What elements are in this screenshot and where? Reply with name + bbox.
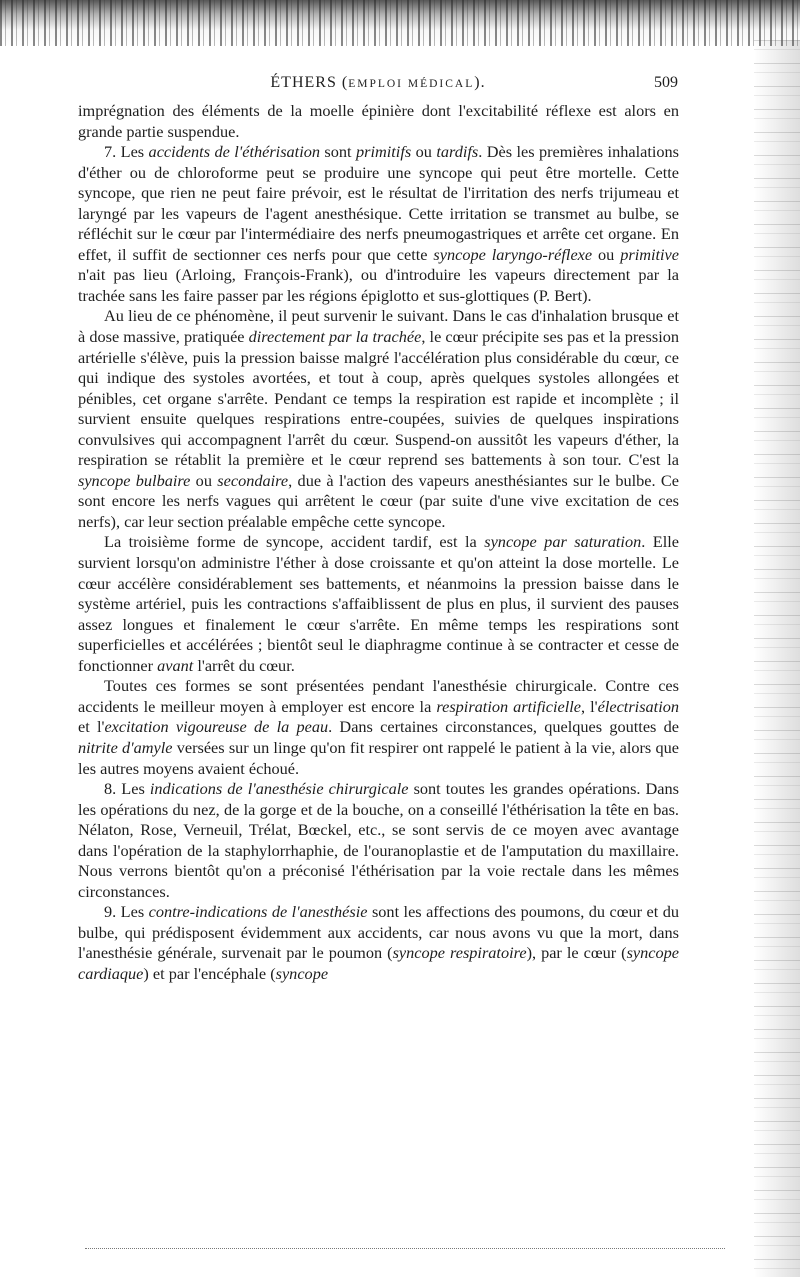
title-main: ÉTHERS ( xyxy=(270,74,349,91)
text-run: ), par le cœur ( xyxy=(526,943,627,963)
paragraph-7 xyxy=(78,142,679,306)
scan-page-edge-top xyxy=(0,0,800,46)
italic-run: syncope cardiaque xyxy=(78,943,680,983)
paragraph-syncope-saturation xyxy=(78,532,679,676)
italic-run: syncope respiratoire xyxy=(392,943,527,963)
scan-bottom-edge xyxy=(85,1248,725,1252)
text-run: 7. Les xyxy=(104,142,149,162)
text-run: n'ait pas lieu (Arloing, François-Frank), ou d'introduire les vapeurs directement par la trachée sans les faire passer par les régions épiglotto et sus-glottiques (P. Bert). xyxy=(78,265,679,305)
scan-page-edge-right xyxy=(754,40,800,1277)
paragraph-continuation xyxy=(78,101,679,142)
text-run: imprégnation des éléments de la moelle épinière dont l'excitabilité réflexe est alors en grande partie suspendue. xyxy=(78,101,679,141)
paragraph-8 xyxy=(78,779,679,902)
paragraph-remedies xyxy=(78,676,679,779)
italic-run: indications de l'anesthésie chirurgicale xyxy=(149,779,409,799)
text-run: Au lieu de ce phénomène, il peut survenir le suivant. Dans le cas d'inhalation brusque et à dose massive, pratiquée xyxy=(78,306,679,347)
text-run: ou xyxy=(190,470,218,490)
text-run: . Dans certaines circonstances, quelques gouttes de xyxy=(328,717,679,737)
text-run: La troisième forme de syncope, accident tardif, est la xyxy=(104,532,485,552)
italic-run: accidents de l'éthérisation xyxy=(148,142,321,162)
italic-run: respiration artificielle xyxy=(436,696,582,716)
paragraph-9 xyxy=(78,902,679,984)
text-run: versées sur un linge qu'on fit respirer ont rappelé le patient à la vie, alors que les autres moyens avaient échoué. xyxy=(78,737,679,778)
italic-run: excitation vigoureuse de la peau xyxy=(104,717,329,737)
italic-run: secondaire xyxy=(217,470,289,490)
text-run: sont les affections des poumons, du cœur et du bulbe, qui prédisposent évidemment aux accidents, car nous avons vu que la mort, dans l'anesthésie générale, survenait par le poumon ( xyxy=(78,902,680,963)
body-text xyxy=(78,101,679,985)
italic-run: primitifs xyxy=(356,142,412,162)
italic-run: tardifs xyxy=(436,142,479,162)
text-run: 8. Les xyxy=(104,779,150,799)
text-run: Toutes ces formes se sont présentées pendant l'anesthésie chirurgicale. Contre ces accidents le meilleur moyen à employer est encore la xyxy=(78,676,679,716)
italic-run: avant xyxy=(157,655,194,675)
text-run: sont toutes les grandes opérations. Dans les opérations du nez, de la gorge et de la bouche, on a conseillé l'éthérisation la tête en bas. Nélaton, Rose, Verneuil, Trélat, Bœckel, etc., se sont servis de ce moyen avec avantage dans l'opération de la staphylorrhaphie, de l'ouranoplastie et de l'amputation du maxillaire. Nous verrons bientôt qu'on a préconisé l'éthérisation par la voie rectale dans les mêmes circonstances. xyxy=(78,779,679,901)
italic-run: syncope xyxy=(275,963,329,983)
text-run: . Elle survient lorsqu'on administre l'éther à dose croissante et qu'on atteint la dose mortelle. Le cœur accélère considérablement ses battements, et néanmoins la pression baisse dans le système artériel, puis les contractions s'affaiblissent de plus en plus, il survient des pauses assez longues et finalement le cœur s'arrête. En même temps les respirations sont superficielles et accélérées ; bientôt seul le diaphragme continue à se contracter et cesse de fonctionner xyxy=(78,532,680,675)
text-run: l'arrêt du cœur. xyxy=(193,655,295,675)
title-smallcaps: EMPLOI MÉDICAL xyxy=(348,78,475,90)
text-run: ) et par l'encéphale ( xyxy=(143,963,276,983)
italic-run: nitrite d'amyle xyxy=(78,737,173,757)
text-run: , l' xyxy=(581,696,598,716)
italic-run: syncope laryngo-réflexe xyxy=(433,244,593,264)
italic-run: syncope bulbaire xyxy=(78,470,191,490)
text-run: , due à l'action des vapeurs anesthésiantes sur le bulbe. Ce sont encore les nerfs vagues qui arrêtent le cœur (par suite d'une vive excitation de ces nerfs), car leur section préalable empêche cette syncope. xyxy=(78,470,679,531)
text-run: ou xyxy=(411,142,437,162)
text-run: , le cœur précipite ses pas et la pression artérielle s'élève, puis la pression baisse malgré l'accélération plus considérable du cœur, ce qui indique des systoles avortées, et tout à coup, après quelques systoles allongées et pénibles, cet organe s'arrête. Pendant ce temps la respiration est rapide et incomplète ; il survient ensuite quelques respirations entre-coupées, suivies de quelques inspirations convulsives qui accompagnent l'arrêt du cœur. Suspend-on aussitôt les vapeurs d'éther, la respiration se rétablit la première et le cœur reprend ses battements à son tour. C'est la xyxy=(78,327,679,470)
page-number: 509 xyxy=(654,74,678,91)
text-run: 9. Les xyxy=(104,902,149,922)
italic-run: contre-indications de l'anesthésie xyxy=(148,902,368,922)
title-end: ). xyxy=(474,74,486,91)
running-head-title xyxy=(78,74,678,92)
text-run: sont xyxy=(320,142,356,162)
italic-run: primitive xyxy=(620,244,679,264)
text-run: et l' xyxy=(78,717,105,737)
text-run: . Dès les premières inhalations d'éther ou de chloroforme peut se produire une syncope qui peut être mortelle. Cette syncope, que rien ne peut faire prévoir, est le résultat de l'irritation des nerfs trijumeau et laryngé par les vapeurs de l'agent anesthésique. Cette irritation se transmet au bulbe, se réfléchit sur le cœur par l'intermédiaire des nerfs pneumogastriques et arrête cet organe. En effet, il suffit de sectionner ces nerfs pour que cette xyxy=(78,142,679,264)
running-head xyxy=(78,74,678,98)
italic-run: syncope par saturation xyxy=(484,532,642,552)
italic-run: électrisation xyxy=(597,696,679,716)
text-run: ou xyxy=(592,244,621,264)
italic-run: directement par la trachée xyxy=(248,327,422,347)
paragraph-syncope-bulbaire xyxy=(78,306,679,532)
